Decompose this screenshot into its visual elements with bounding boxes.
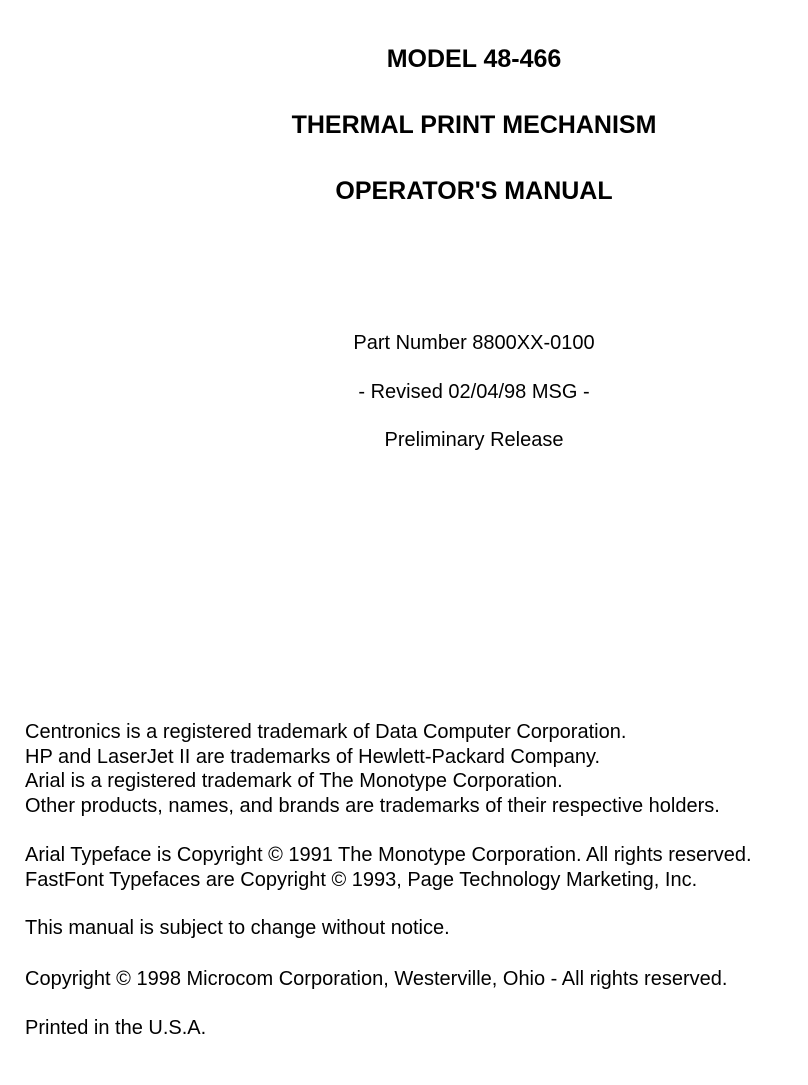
trademark-line: Other products, names, and brands are trademarks of their respective holders. <box>25 794 720 817</box>
model-title: MODEL 48-466 <box>386 45 562 73</box>
printed-location-text: Printed in the U.S.A. <box>25 1017 207 1039</box>
copyright-text: Copyright © 1998 Microcom Corporation, Westerville, Ohio - All rights reserved. <box>25 968 728 990</box>
printed-location <box>25 1016 805 1041</box>
revision-line: - Revised 02/04/98 MSG - <box>358 381 590 403</box>
release-status: Preliminary Release <box>384 429 564 451</box>
typeface-copyright-line: FastFont Typefaces are Copyright © 1993, Page Technology Marketing, Inc. <box>25 868 698 891</box>
trademark-line: HP and LaserJet II are trademarks of Hewlett-Packard Company. <box>25 745 601 768</box>
trademark-notices <box>25 720 805 818</box>
part-number: Part Number 8800XX-0100 <box>353 332 595 354</box>
typeface-copyright-line: Arial Typeface is Copyright © 1991 The Monotype Corporation. All rights reserved. <box>25 844 752 866</box>
copyright-notice <box>25 967 805 992</box>
product-title: THERMAL PRINT MECHANISM <box>291 111 657 139</box>
trademark-line: Centronics is a registered trademark of Data Computer Corporation. <box>25 721 627 743</box>
trademark-line: Arial is a registered trademark of The Monotype Corporation. <box>25 770 563 792</box>
change-notice-text: This manual is subject to change without notice. <box>25 917 450 939</box>
typeface-copyrights <box>25 843 805 892</box>
change-notice <box>25 916 805 941</box>
manual-title: OPERATOR'S MANUAL <box>335 177 613 205</box>
